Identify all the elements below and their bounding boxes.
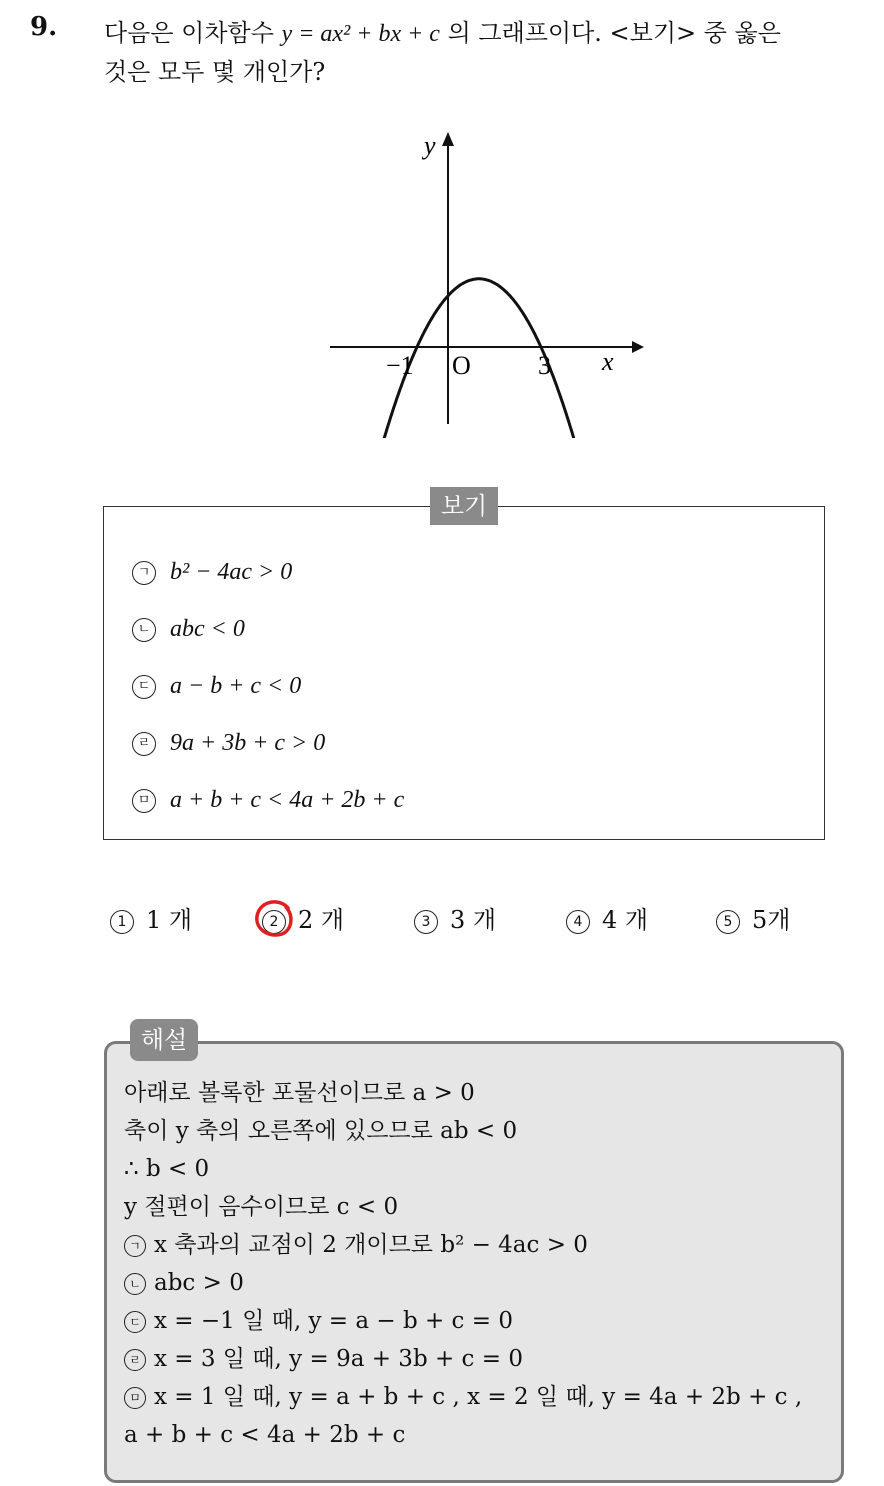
solution-line [124, 1151, 209, 1187]
bogi-item-marker: ㄹ [132, 732, 156, 756]
choice-label: 3 개 [450, 906, 497, 934]
solution-line-text: x = 1 일 때, y = a + b + c , x = 2 일 때, y = 4a + 2b + c , [154, 1384, 803, 1410]
solution-line [124, 1075, 475, 1111]
bogi-item-expression: a − b + c < 0 [170, 673, 302, 699]
solution-line [124, 1113, 517, 1149]
choice-label: 2 개 [298, 906, 345, 934]
solution-line-text: x = −1 일 때, y = a − b + c = 0 [154, 1308, 513, 1334]
solution-line-text: ∴ b < 0 [124, 1156, 210, 1182]
x-axis-label: x [602, 347, 614, 376]
bogi-item-expression: b² − 4ac > 0 [170, 559, 293, 585]
root-left-label: −1 [386, 351, 414, 380]
origin-label: O [452, 351, 471, 380]
answer-choices [0, 898, 884, 942]
choice-option[interactable] [716, 898, 790, 942]
solution-line-text: x 축과의 교점이 2 개이므로 b² − 4ac > 0 [154, 1232, 588, 1258]
bogi-item-marker: ㅁ [132, 789, 156, 813]
bogi-item [132, 782, 404, 816]
choice-label: 5개 [752, 906, 791, 934]
solution-line-text: 아래로 볼록한 포물선이므로 a > 0 [124, 1080, 475, 1106]
choice-option[interactable] [110, 898, 192, 942]
stem-text-post: 의 그래프이다. <보기> 중 옳은 [439, 19, 781, 47]
choice-label: 4 개 [602, 906, 649, 934]
bogi-item-marker: ㄱ [132, 561, 156, 585]
choice-marker: 4 [566, 910, 590, 934]
solution-line [124, 1265, 244, 1301]
solution-line-marker: ㄷ [124, 1311, 146, 1333]
bogi-title: 보기 [430, 487, 498, 525]
solution-line [124, 1227, 588, 1263]
choice-marker: 1 [110, 910, 134, 934]
solution-line [124, 1341, 523, 1377]
choice-label: 1 개 [146, 906, 193, 934]
answer-mark-circle [252, 896, 296, 940]
stem-equation: y = ax² + bx + c [281, 21, 440, 47]
bogi-item-expression: 9a + 3b + c > 0 [170, 730, 326, 756]
bogi-item-expression: a + b + c < 4a + 2b + c [170, 787, 405, 813]
x-axis-arrow [632, 341, 644, 353]
bogi-item-marker: ㄷ [132, 675, 156, 699]
bogi-item-expression: abc < 0 [170, 616, 245, 642]
solution-title: 해설 [130, 1019, 198, 1061]
y-axis-arrow [442, 132, 454, 146]
solution-line [124, 1379, 802, 1415]
bogi-item-marker: ㄴ [132, 618, 156, 642]
root-right-label: 3 [538, 351, 551, 380]
solution-line-marker: ㄱ [124, 1235, 146, 1257]
bogi-item [132, 611, 245, 645]
solution-line-text: x = 3 일 때, y = 9a + 3b + c = 0 [154, 1346, 523, 1372]
solution-line [124, 1303, 513, 1339]
question-number: 9. [30, 12, 58, 42]
solution-line-text: y 절편이 음수이므로 c < 0 [124, 1194, 399, 1220]
bogi-item [132, 668, 301, 702]
choice-option[interactable] [566, 898, 648, 942]
choice-marker: 5 [716, 910, 740, 934]
solution-line-text: abc > 0 [154, 1270, 244, 1296]
stem-text-pre: 다음은 이차함수 [104, 19, 282, 47]
question-line-1 [104, 14, 874, 53]
choice-option[interactable] [414, 898, 496, 942]
question-stem [104, 14, 874, 91]
bogi-item [132, 725, 325, 759]
solution-line-marker: ㄴ [124, 1273, 146, 1295]
solution-line-marker: ㅁ [124, 1387, 146, 1409]
choice-marker: 3 [414, 910, 438, 934]
solution-line [124, 1189, 398, 1225]
solution-line-text: a + b + c < 4a + 2b + c [124, 1422, 406, 1448]
solution-line-text: 축이 y 축의 오른쪽에 있으므로 ab < 0 [124, 1118, 518, 1144]
choice-marker: 2 [262, 910, 286, 934]
parabola-graph [320, 118, 650, 438]
solution-line [124, 1417, 405, 1453]
solution-line-marker: ㄹ [124, 1349, 146, 1371]
question-line-2: 것은 모두 몇 개인가? [104, 58, 326, 86]
y-axis-label: y [424, 131, 436, 160]
bogi-item [132, 554, 292, 588]
